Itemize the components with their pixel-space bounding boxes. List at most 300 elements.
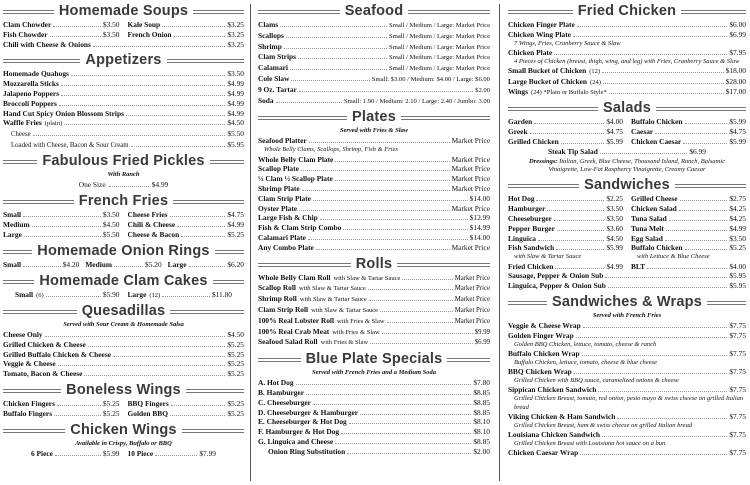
fries-header — [3, 192, 244, 209]
item-note: with Fries & Slaw — [337, 317, 385, 325]
item-name: C. Cheeseburger — [258, 397, 311, 407]
leader-dots — [679, 210, 728, 211]
item-name: Small — [3, 210, 22, 220]
item-name: Large — [167, 259, 187, 269]
item-price: $5.50 — [227, 128, 244, 138]
item-name: Linguica — [508, 233, 536, 243]
item-price: $3.50 — [227, 69, 244, 79]
leader-dots — [23, 266, 61, 267]
leader-dots — [561, 143, 605, 144]
item-price: $17.00 — [725, 87, 746, 97]
menu-item — [258, 283, 490, 294]
blue-plate-specials-subtitle: Served with French Fries and a Medium Soda — [311, 369, 437, 377]
item-description: Grilled Chicken Breast, tomato, red onion, pesto mayo & swiss cheese on grilled Italian bread — [514, 395, 744, 411]
menu-item — [128, 30, 245, 40]
leader-dots — [598, 391, 727, 392]
leader-dots — [669, 220, 728, 221]
leader-dots — [655, 133, 727, 134]
item-name: Shrimp — [258, 41, 282, 51]
item-description: 7 Wings, Fries, Cranberry Sauce & Slaw — [514, 39, 621, 47]
item-price: $4.75 — [729, 127, 746, 137]
leader-dots — [131, 146, 226, 147]
item-price: $2.75 — [729, 194, 746, 204]
item-name: Clam Strip Plate — [258, 193, 311, 203]
appetizers-title: Appetizers — [80, 52, 166, 69]
leader-dots — [113, 356, 225, 357]
leader-dots — [349, 423, 472, 424]
item-name: Chili with Cheese & Onions — [3, 39, 91, 49]
menu-item — [258, 337, 490, 348]
item-name: Loaded with Cheese, Bacon & Sour Cream — [11, 141, 129, 149]
item-name: Steak Tip Salad — [548, 146, 598, 156]
item-name: Chicken Plate — [508, 48, 553, 57]
leader-dots — [162, 296, 210, 297]
item-price: $3.50 — [606, 214, 623, 224]
item-price: $4.99 — [227, 79, 244, 89]
item-name: Homemade Quahogs — [3, 69, 69, 79]
leader-dots — [580, 454, 727, 455]
menu-item — [508, 20, 746, 30]
plates-subtitle: Served with Fries & Slaw — [339, 127, 409, 135]
menu-item — [258, 42, 490, 53]
fried-chicken-title: Fried Chicken — [573, 3, 682, 20]
item-price: $5.25 — [227, 339, 244, 349]
item-name: Hot Dog — [508, 194, 535, 204]
item-name: Seafood Salad Roll — [258, 337, 318, 347]
item-price: $2.00 — [475, 86, 490, 94]
leader-dots — [93, 46, 225, 47]
item-price: $3.50 — [102, 29, 120, 39]
menu-row — [3, 230, 244, 240]
item-price: $11.80 — [211, 289, 232, 299]
fried-chicken-section — [508, 2, 746, 97]
menu-item — [128, 20, 245, 30]
item-price: Small: $3.00 / Medium: $4.00 / Large: $6.00 — [371, 75, 490, 83]
item-name: 100% Real Lobster Roll — [258, 315, 335, 325]
menu-item — [258, 388, 490, 398]
item-price: $7.75 — [729, 349, 746, 358]
leader-dots — [299, 91, 473, 92]
item-name: Cheese Only — [3, 329, 43, 339]
item-price: $28.00 — [725, 76, 746, 86]
item-price: $3.50 — [729, 233, 746, 243]
leader-dots — [64, 124, 225, 125]
item-name: Calamari Plate — [258, 232, 306, 242]
item-name: Golden BBQ — [127, 408, 168, 418]
leader-dots — [88, 346, 226, 347]
soups-header — [3, 2, 244, 19]
leader-dots — [382, 333, 473, 334]
item-price: $4.75 — [227, 210, 244, 220]
item-price: $2.25 — [606, 194, 623, 204]
item-name: Small Bucket of Chicken — [508, 66, 587, 76]
menu-item — [258, 63, 490, 74]
item-price: $7.99 — [199, 448, 216, 458]
item-price: $4.99 — [227, 98, 244, 108]
item-name: Cheese & Bacon — [127, 229, 180, 239]
item-price: $5.99 — [606, 137, 623, 147]
leader-dots — [335, 180, 450, 181]
menu-item — [508, 194, 623, 204]
appetizers-section — [3, 51, 244, 150]
leader-dots — [301, 170, 450, 171]
item-name: Large — [127, 289, 147, 299]
item-price: $8.85 — [473, 436, 490, 446]
leader-dots — [557, 230, 604, 231]
menu-item — [508, 147, 746, 157]
item-price: Market Price — [454, 317, 490, 325]
menu-item — [258, 31, 490, 42]
menu-item — [258, 233, 490, 243]
item-price: $5.20 — [145, 259, 162, 269]
item-price: Market Price — [454, 285, 490, 293]
item-name: Large Bucket of Chicken — [508, 76, 588, 86]
leader-dots — [23, 216, 101, 217]
leader-dots — [369, 300, 453, 301]
item-price: $9.99 — [474, 328, 490, 336]
item-name: Large — [3, 229, 22, 239]
salads-header — [508, 99, 746, 116]
item-price: $4.99 — [729, 223, 746, 233]
item-name: Grilled Chicken — [508, 137, 559, 147]
chicken-wings-title: Chicken Wings — [65, 422, 181, 439]
sandwiches-section — [508, 176, 746, 291]
item-price: $6.99 — [689, 146, 706, 156]
item-price: $8.85 — [473, 407, 490, 417]
item-price: $4.75 — [606, 127, 623, 137]
item-price: $4.99 — [227, 220, 244, 230]
menu-item — [508, 430, 746, 440]
item-price: $8.85 — [473, 387, 490, 397]
item-name: 100% Real Crab Meat — [258, 326, 330, 336]
menu-item — [508, 117, 623, 127]
leader-dots — [59, 105, 226, 106]
leader-dots — [368, 289, 453, 290]
leader-dots — [53, 26, 101, 27]
item-name: Cole Slaw — [258, 73, 290, 83]
boneless-wings-header — [3, 381, 244, 398]
pickles-title: Fabulous Fried Pickles — [37, 153, 209, 170]
item-price: $3.25 — [227, 39, 244, 49]
menu-item — [258, 417, 490, 427]
menu-item — [258, 184, 490, 194]
leader-dots — [55, 455, 101, 456]
leader-dots — [370, 343, 473, 344]
item-price: Market Price — [454, 296, 490, 304]
item-name: Calamari — [258, 63, 288, 73]
leader-dots — [298, 58, 387, 59]
leader-dots — [320, 219, 468, 220]
sandwiches-header — [508, 176, 746, 193]
menu-item — [3, 30, 120, 40]
leader-dots — [380, 311, 453, 312]
item-name: Buffalo Chicken — [631, 117, 683, 127]
appetizer-options — [3, 129, 244, 151]
item-price: $8.10 — [473, 427, 490, 437]
menu-item — [258, 294, 490, 305]
menu-item — [508, 349, 746, 359]
item-name: Any Combo Plate — [258, 242, 314, 252]
menu-item — [258, 223, 490, 233]
leader-dots — [360, 414, 471, 415]
menu-item — [508, 77, 746, 87]
item-name: Caesar — [631, 127, 654, 137]
item-name: B. Hamburger — [258, 387, 304, 397]
item-name: Wings — [508, 87, 528, 97]
leader-dots — [170, 216, 226, 217]
item-price: $5.99 — [729, 137, 746, 147]
menu-item — [128, 409, 245, 419]
menu-item — [11, 140, 244, 151]
menu-item — [631, 243, 746, 253]
item-name: Buffalo Chicken — [631, 243, 683, 253]
leader-dots — [683, 143, 727, 144]
item-name: Greek — [508, 127, 528, 137]
item-price: $6.99 — [729, 29, 746, 39]
item-description: 4 Pieces of Chicken (breast, thigh, wing, and leg) with Fries, Cranberry Sauce & Slaw — [514, 57, 740, 65]
item-name: Oyster Plate — [258, 203, 298, 213]
item-price: Market Price — [454, 274, 490, 282]
menu-item — [508, 412, 746, 422]
item-name: Shrimp Roll — [258, 294, 297, 304]
menu-item — [258, 194, 490, 204]
item-price: Market Price — [451, 164, 490, 174]
item-price: $4.20 — [62, 259, 80, 269]
seafood-header — [258, 2, 490, 19]
item-name: Scallop Plate — [258, 164, 299, 174]
plates-section — [258, 108, 490, 252]
menu-item — [258, 74, 490, 85]
item-name: Waffle Fries — [3, 118, 42, 128]
item-price: $4.25 — [729, 214, 746, 224]
item-name: Fish Sandwich — [508, 243, 555, 253]
leader-dots — [534, 123, 604, 124]
item-name: Whole Belly Clam Roll — [258, 272, 331, 282]
menu-item — [258, 204, 490, 214]
leader-dots — [341, 433, 471, 434]
plates-header — [258, 108, 490, 125]
item-name: Buffalo Fingers — [3, 408, 53, 418]
menu-item — [508, 214, 623, 224]
item-price: $5.50 — [102, 229, 120, 239]
leader-dots — [286, 37, 387, 38]
leader-dots — [554, 54, 727, 55]
menu-item — [3, 409, 120, 419]
dressings-label: Dressings: — [528, 157, 558, 165]
item-name: E. Cheeseburger & Hot Dog — [258, 417, 347, 427]
item-price: $6.99 — [474, 339, 490, 347]
quesadillas-section — [3, 302, 244, 379]
leader-dots — [280, 26, 387, 27]
item-name: Small — [15, 289, 34, 299]
menu-item — [508, 331, 746, 341]
item-price: $7.80 — [473, 378, 490, 388]
item-name: Louisiana Chicken Sandwich — [508, 430, 601, 440]
leader-dots — [57, 405, 101, 406]
item-name: Chili & Cheese — [127, 220, 176, 230]
leader-dots — [296, 384, 472, 385]
leader-dots — [33, 135, 226, 136]
leader-dots — [603, 83, 724, 84]
leader-dots — [54, 415, 101, 416]
leader-dots — [605, 277, 727, 278]
menu-row — [508, 214, 746, 224]
menu-item — [258, 136, 490, 146]
item-name: Soda — [258, 95, 274, 105]
item-price: $3.25 — [227, 20, 244, 29]
menu-item — [258, 447, 490, 457]
pickles-price: $4.99 — [151, 180, 169, 190]
menu-item — [258, 20, 490, 31]
leader-dots — [685, 249, 728, 250]
leader-dots — [45, 336, 226, 337]
leader-dots — [299, 210, 450, 211]
pickles-section — [3, 152, 244, 190]
item-name: Grilled Buffalo Chicken & Cheese — [3, 349, 111, 359]
menu-item — [3, 350, 244, 360]
leader-dots — [155, 455, 197, 456]
column-divider-right — [499, 4, 500, 481]
menu-item — [3, 369, 244, 379]
item-price: $3.25 — [227, 29, 244, 39]
item-name: Linguica, Pepper & Onion Sub — [508, 281, 606, 291]
leader-dots — [171, 405, 226, 406]
item-price: $18.00 — [725, 66, 746, 76]
menu-item — [631, 224, 746, 234]
leader-dots — [84, 375, 225, 376]
leader-dots — [24, 236, 101, 237]
pickles-header — [3, 152, 244, 169]
menu-item — [258, 408, 490, 418]
menu-item — [31, 449, 120, 459]
menu-item — [508, 321, 746, 331]
item-name: Tuna Melt — [631, 223, 664, 233]
menu-item — [168, 260, 244, 270]
menu-row — [3, 220, 244, 230]
item-name: Garden — [508, 117, 533, 127]
leader-dots — [554, 220, 604, 221]
pickles-subtitle: With Ranch — [107, 171, 140, 179]
leader-dots — [276, 102, 342, 103]
item-description: Whole Belly Clams, Scallops, Shrimp, Fish & Fries — [264, 146, 398, 154]
item-description: with Lettuce & Blue Cheese — [637, 253, 710, 261]
leader-dots — [174, 36, 226, 37]
menu-item — [258, 155, 490, 165]
menu-item — [3, 20, 120, 30]
rolls-title: Rolls — [351, 256, 397, 273]
leader-dots — [577, 26, 728, 27]
item-price: $14.99 — [469, 223, 490, 233]
item-price: $4.25 — [729, 204, 746, 214]
item-price: Market Price — [451, 203, 490, 213]
item-name: ½ Clam ½ Scallop Plate — [258, 174, 333, 184]
menu-item — [258, 96, 490, 107]
item-note: (12) — [149, 291, 161, 299]
leader-dots — [61, 95, 225, 96]
menu-row — [508, 127, 746, 137]
menu-row — [3, 399, 244, 409]
item-name: Shrimp Plate — [258, 183, 300, 193]
item-name: Medium — [85, 259, 113, 269]
item-price: $4.50 — [227, 329, 244, 339]
item-price: $5.25 — [729, 243, 746, 253]
leader-dots — [109, 186, 149, 187]
item-name: Medium — [3, 220, 30, 230]
menu-row — [508, 137, 746, 147]
item-price: $8.10 — [473, 417, 490, 427]
item-price: $3.50 — [102, 20, 120, 29]
item-name: Buffalo Chicken Wrap — [508, 349, 580, 358]
seafood-section — [258, 2, 490, 106]
item-name: Fried Chicken — [508, 261, 554, 271]
menu-item — [3, 359, 244, 369]
item-price: $14.00 — [469, 232, 490, 242]
leader-dots — [666, 230, 728, 231]
menu-item — [258, 85, 490, 96]
leader-dots — [335, 161, 449, 162]
item-price: $4.50 — [606, 233, 623, 243]
item-price: $7.75 — [729, 367, 746, 377]
item-price: $4.99 — [227, 108, 244, 118]
leader-dots — [573, 36, 727, 37]
item-name: Small — [3, 259, 22, 269]
item-name: Broccoli Poppers — [3, 98, 57, 108]
item-name: Scallops — [258, 30, 284, 40]
menu-item — [631, 234, 746, 244]
item-name: Whole Belly Clam Plate — [258, 154, 334, 164]
item-name: Veggie & Cheese — [3, 359, 56, 369]
menu-item — [3, 109, 244, 119]
menu-item — [128, 210, 245, 220]
item-description: Grilled Chicken Breast, ham & swiss cheese on grilled Italian bread — [514, 421, 693, 429]
fries-section — [3, 192, 244, 239]
menu-item — [508, 234, 623, 244]
leader-dots — [402, 279, 452, 280]
leader-dots — [50, 36, 101, 37]
menu-item — [3, 230, 120, 240]
item-price: $4.99 — [227, 88, 244, 98]
wings-section — [3, 421, 244, 459]
leader-dots — [170, 415, 225, 416]
quesadillas-title: Quesadillas — [77, 303, 171, 320]
item-price: $4.50 — [227, 118, 244, 128]
menu-item — [508, 281, 746, 291]
item-price: $7.75 — [729, 430, 746, 440]
seafood-title: Seafood — [340, 3, 409, 20]
leader-dots — [538, 240, 604, 241]
item-price: $7.75 — [729, 412, 746, 422]
item-price: Market Price — [451, 183, 490, 193]
item-price: Market Price — [451, 136, 490, 146]
menu-column-left — [3, 0, 244, 485]
item-name: Chicken Salad — [631, 204, 677, 214]
menu-row — [508, 204, 746, 214]
item-name: Large Fish & Chip — [258, 213, 318, 223]
leader-dots — [609, 93, 724, 94]
menu-item — [258, 378, 490, 388]
blue-plate-specials-header — [258, 350, 490, 367]
item-name: Grilled Cheese — [631, 194, 678, 204]
leader-dots — [181, 236, 225, 237]
menu-item — [85, 260, 161, 270]
salads-title: Salads — [598, 100, 656, 117]
cakes-section — [3, 272, 244, 300]
menu-row — [3, 290, 244, 300]
item-price: $2.00 — [473, 446, 490, 456]
item-name: Scallop Roll — [258, 283, 296, 293]
menu-item — [258, 174, 490, 184]
blue-plate-section — [258, 350, 490, 456]
